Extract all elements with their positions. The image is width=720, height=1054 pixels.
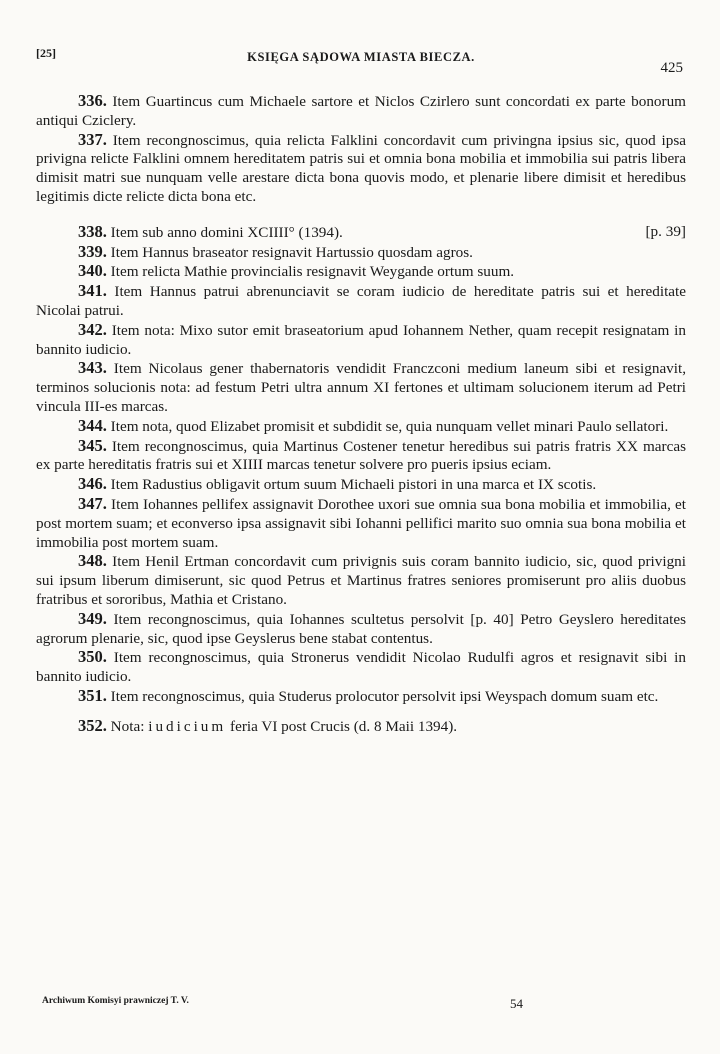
entry-338: [p. 39] 338. Item sub anno domini XCIIII° (1394). <box>78 221 686 241</box>
entry-346: 346. Item Radustius obligavit ortum suum Michaeli pistori in una marca et IX scotis. <box>78 474 597 494</box>
entry-336: 336. Item Guartincus cum Michaele sartore et Niclos Czirlero sunt concordati ex parte bonorum antiqui Cziclery. <box>36 91 686 129</box>
entry-339: 339. Item Hannus braseator resignavit Hartussio quosdam agros. <box>78 241 473 261</box>
spacer <box>36 207 686 223</box>
document-page <box>36 36 686 1026</box>
signature-number: 54 <box>510 996 523 1011</box>
page-header <box>36 36 686 92</box>
entry-349: 349. Item recongnoscimus, quia Iohannes scultetus persolvit [p. 40] Petro Geyslero hereditates agrorum plenarie, sic, quod ipse Geyslerus bene stabat contentus. <box>36 608 686 647</box>
page-ref: [p. 39] <box>645 222 686 240</box>
footer-source: Archiwum Komisyi prawniczej T. V. <box>42 996 189 1006</box>
entry-341: 341. Item Hannus patrui abrenunciavit se coram iudicio de hereditate patris sui et hereditate Nicolai patrui. <box>36 281 686 319</box>
page-number: 425 <box>660 60 683 76</box>
entry-348: 348. Item Henil Ertman concordavit cum privignis suis coram bannito iudicio, sic, quod privigni sui ipsum liberum dimiserunt, sic quod Petrus et Martinus fratres seniores promiserunt pro aliis duobus fratribus et sororibus, Mathia et Cristano. <box>36 551 686 608</box>
entry-343: 343. Item Nicolaus gener thabernatoris vendidit Franczconi medium laneum sibi et resignavit, terminos solucionis nota: ad festum Petri ultra annum XI fertones et ultimam solucionem iterum ad Petri vincula III-es marcas. <box>36 358 687 415</box>
entry-345: 345. Item recongnoscimus, quia Martinus Costener tenetur heredibus sui patris fratris XX marcas ex parte hereditatis fratris sui et XIIII marcas tenetur solvere pro pueris ipsius eciam. <box>36 435 686 474</box>
entry-347: 347. Item Iohannes pellifex assignavit Dorothee uxori sue omnia sua bona mobilia et immobilia, et post mortem suam; et econverso ipsa assignavit sibi Iohanni pellifici marito suo omnia sua bona mobilia et immobilia post mortem suam. <box>36 493 686 551</box>
entry-337: 337. Item recongnoscimus, quia relicta Falklini concordavit cum privingna ipsius sic, quod ipsa privigna relicte Falklini omnem hereditatem patris sui et omnia bona mobilia et immobilia sui patris libera dimisit matri sue nunquam velle arestare dicta bona quovis modo, et plenarie libere dimisit et heredibus legitimis dicte relicte dicta bona etc. <box>36 129 686 205</box>
entry-350: 350. Item recongnoscimus, quia Stronerus vendidit Nicolao Rudulfi agros et resignavit sibi in bannito iudicio. <box>36 647 686 686</box>
entry-344: 344. Item nota, quod Elizabet promisit et subdidit se, quia nunquam vellet minari Paulo sellatori. <box>78 415 669 435</box>
entry-352: 352. Nota: iudicium feria VI post Crucis (d. 8 Maii 1394). <box>78 715 458 735</box>
page-footer <box>36 992 686 1026</box>
header-bracket-number: [25] <box>36 46 56 60</box>
entry-351: 351. Item recongnoscimus, quia Studerus prolocutor persolvit ipsi Weyspach domum suam etc. <box>78 685 659 705</box>
running-title: KSIĘGA SĄDOWA MIASTA BIECZA. <box>247 50 475 64</box>
entry-342: 342. Item nota: Mixo sutor emit braseatorium apud Iohannem Nether, quam recepit resignatam in bannito iudicio. <box>36 319 686 358</box>
entry-340: 340. Item relicta Mathie provincialis resignavit Weygande ortum suum. <box>78 261 515 281</box>
entries <box>36 92 686 737</box>
spacer <box>36 707 686 717</box>
